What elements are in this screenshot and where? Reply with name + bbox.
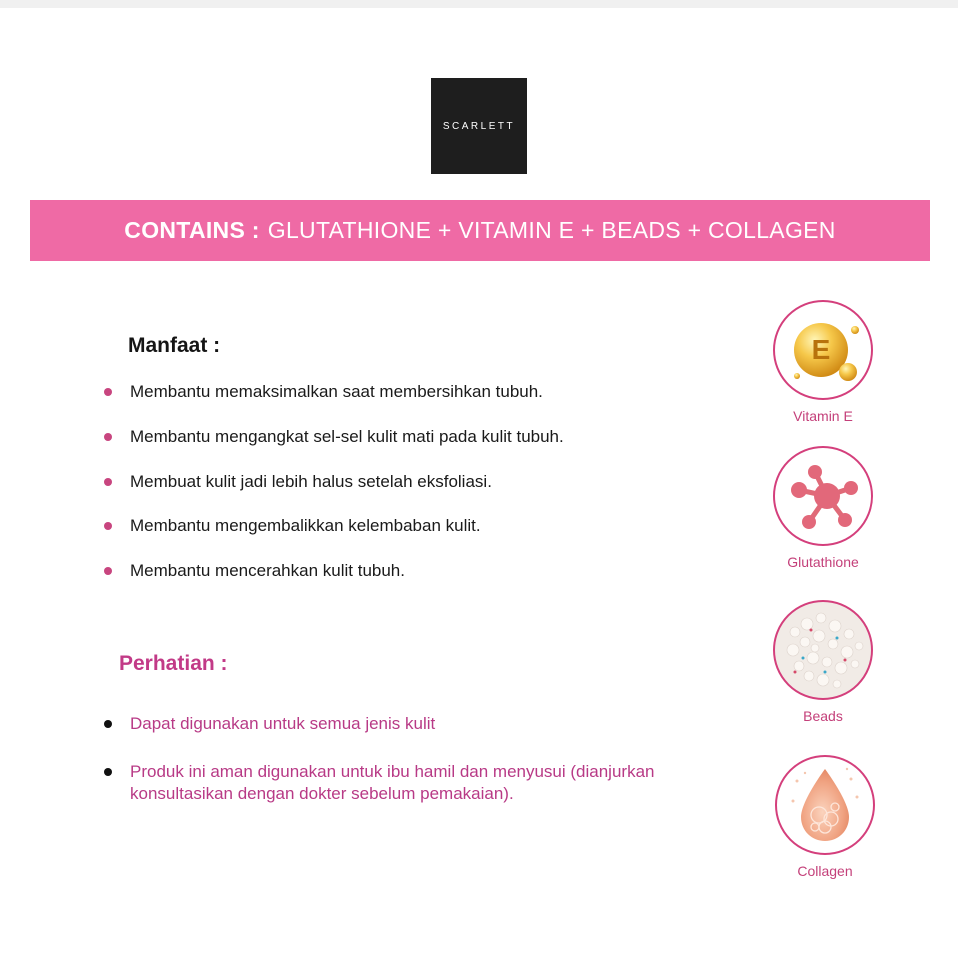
collagen-drop-icon [775, 755, 875, 855]
manfaat-item [104, 471, 564, 516]
ingredient-vitamin-e [763, 300, 883, 424]
perhatian-title: Perhatian : [119, 652, 228, 675]
bullet-dot-icon [104, 768, 112, 776]
manfaat-item [104, 426, 564, 471]
manfaat-item [104, 381, 564, 426]
ingredient-label: Beads [803, 708, 843, 724]
bullet-dot-icon [104, 567, 112, 575]
ingredient-glutathione [763, 446, 883, 570]
bullet-dot-icon [104, 522, 112, 530]
manfaat-title: Manfaat : [128, 334, 221, 357]
bullet-dot-icon [104, 478, 112, 486]
brand-logo-text: SCARLETT [442, 120, 516, 132]
contains-label: CONTAINS : [124, 217, 260, 243]
vitamin-e-letter: E [811, 334, 831, 365]
contains-ingredients: GLUTATHIONE + VITAMIN E + BEADS + COLLAGEN [267, 217, 836, 243]
ingredient-collagen [765, 755, 885, 879]
vitamin-e-icon [773, 300, 873, 400]
top-divider [0, 0, 958, 8]
ingredient-label: Glutathione [787, 554, 859, 570]
molecule-icon [773, 446, 873, 546]
manfaat-item-text: Membantu memaksimalkan saat membersihkan tubuh. [130, 382, 543, 401]
beads-icon [773, 600, 873, 700]
bullet-dot-icon [104, 433, 112, 441]
perhatian-item [104, 713, 730, 735]
manfaat-item-text: Membantu mengangkat sel-sel kulit mati pada kulit tubuh. [130, 426, 564, 446]
manfaat-item-text: Membantu mengembalikkan kelembaban kulit. [130, 516, 481, 536]
bullet-dot-icon [104, 720, 112, 728]
manfaat-item-text: Membantu mencerahkan kulit tubuh. [130, 561, 405, 581]
contains-banner [30, 200, 930, 261]
manfaat-list [104, 381, 564, 605]
bullet-dot-icon [104, 388, 112, 396]
perhatian-item [104, 761, 730, 805]
manfaat-item [104, 515, 564, 560]
manfaat-item [104, 560, 564, 605]
brand-logo [431, 78, 527, 174]
perhatian-item-text: Produk ini aman digunakan untuk ibu hamil dan menyusui (dianjurkan konsultasikan dengan dokter sebelum pemakaian). [130, 762, 655, 803]
ingredient-label: Collagen [797, 863, 853, 879]
ingredient-label: Vitamin E [793, 408, 853, 424]
manfaat-item-text: Membuat kulit jadi lebih halus setelah eksfoliasi. [130, 471, 492, 491]
perhatian-list [104, 713, 730, 805]
ingredient-beads [763, 600, 883, 724]
perhatian-item-text: Dapat digunakan untuk semua jenis kulit [130, 714, 436, 733]
